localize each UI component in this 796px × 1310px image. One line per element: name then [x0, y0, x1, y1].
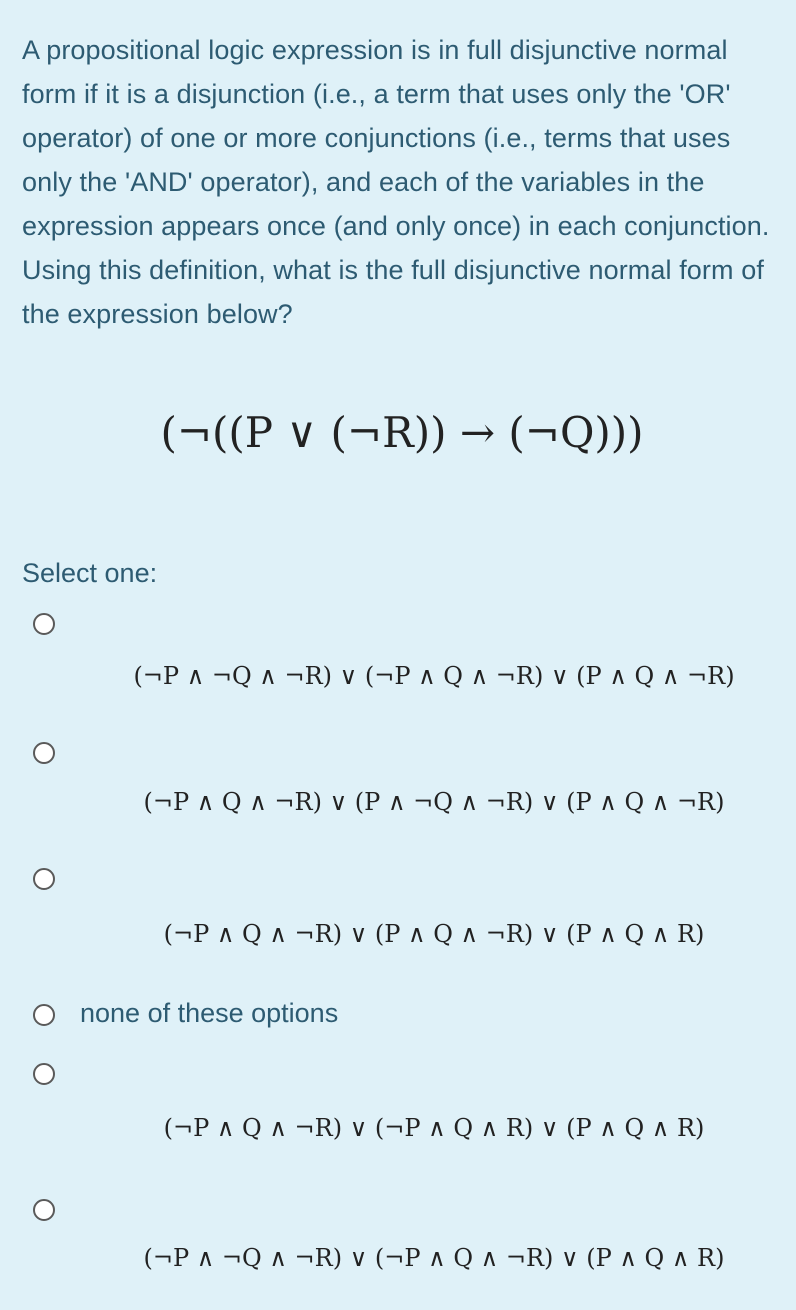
logic-expression: (¬((P ∨ (¬R)) → (¬Q))): [160, 408, 644, 457]
option-1-radio[interactable]: [33, 613, 55, 635]
option-6-radio[interactable]: [33, 1199, 55, 1221]
option-5-label[interactable]: (¬P ∧ Q ∧ ¬R) ∨ (¬P ∧ Q ∧ R) ∨ (P ∧ Q ∧ R): [163, 1114, 705, 1142]
option-4-label[interactable]: none of these options: [80, 998, 339, 1028]
option-6-label[interactable]: (¬P ∧ ¬Q ∧ ¬R) ∨ (¬P ∧ Q ∧ ¬R) ∨ (P ∧ Q ∧ R): [143, 1244, 725, 1272]
select-one-label: Select one:: [22, 558, 158, 588]
option-4-radio[interactable]: [33, 1004, 55, 1026]
option-3-label[interactable]: (¬P ∧ Q ∧ ¬R) ∨ (P ∧ Q ∧ ¬R) ∨ (P ∧ Q ∧ R): [163, 920, 705, 948]
option-3-radio[interactable]: [33, 868, 55, 890]
option-5-radio[interactable]: [33, 1063, 55, 1085]
option-2-radio[interactable]: [33, 742, 55, 764]
option-1-label[interactable]: (¬P ∧ ¬Q ∧ ¬R) ∨ (¬P ∧ Q ∧ ¬R) ∨ (P ∧ Q ∧ ¬R): [133, 662, 735, 690]
option-2-label[interactable]: (¬P ∧ Q ∧ ¬R) ∨ (P ∧ ¬Q ∧ ¬R) ∨ (P ∧ Q ∧ ¬R): [143, 788, 725, 816]
question-text: A propositional logic expression is in full disjunctive normal form if it is a disjunction (i.e., a term that uses only the 'OR' operator) of one or more conjunctions (i.e., terms that uses only the 'AND' operator), and each of the variables in the expression appears once (and only once) in each conjunction. Using this definition, what is the full disjunctive normal form of the expression below?: [22, 35, 770, 329]
